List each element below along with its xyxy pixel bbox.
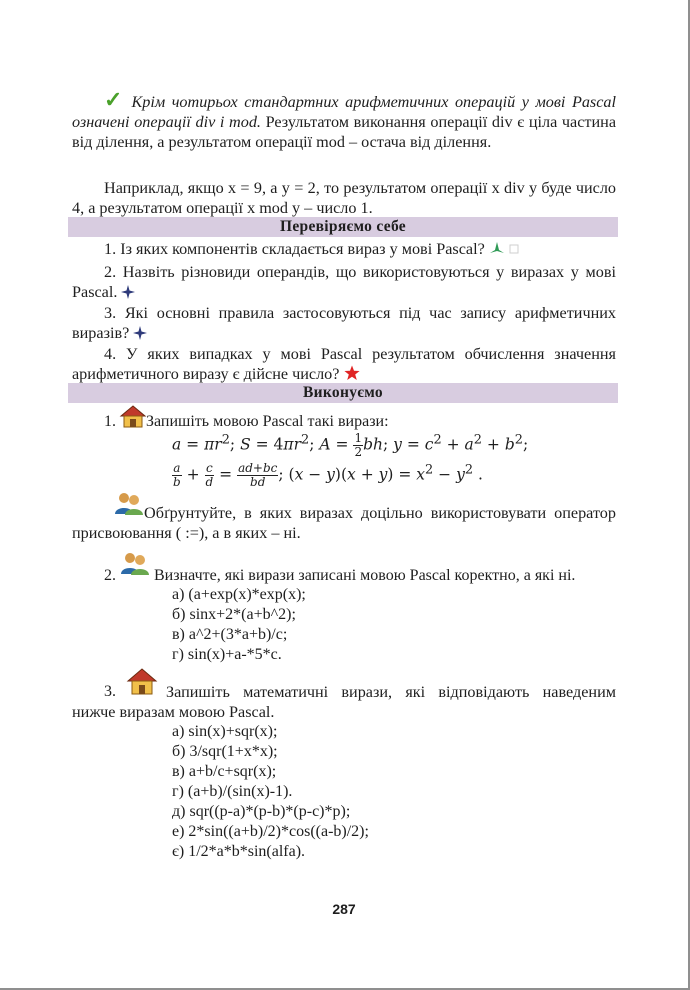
- level-1-icon: [489, 241, 505, 255]
- task1-number: 1.: [104, 413, 116, 430]
- task2-item: б) sinx+2*(a+b^2);: [172, 606, 296, 623]
- task3-number: 3.: [104, 683, 116, 700]
- intro-example: Наприклад, якщо x = 9, а y = 2, то результатом операції x div y буде число 4, а результатом операції x mod y – число 1.: [72, 179, 616, 217]
- task3-text: Запишіть математичні вирази, які відповідають наведеним нижче виразам мовою Pascal.: [72, 683, 616, 721]
- check-question-3: 3. Які основні правила застосовуються під час запису арифметичних виразів?: [72, 304, 616, 342]
- task1-text: Запишіть мовою Pascal такі вирази:: [146, 413, 389, 430]
- task2-number: 2.: [104, 567, 116, 584]
- task2-item: в) a^2+(3*a+b)/c;: [172, 626, 288, 643]
- task3-item: в) a+b/c+sqr(x);: [172, 763, 277, 780]
- task2-text: Визначте, які вирази записані мовою Pascal коректно, а які ні.: [154, 567, 576, 584]
- task3-item: є) 1/2*a*b*sin(alfa).: [172, 843, 306, 860]
- task1-formula-line-2: $\frac{a}{b}$ + $\frac{c}{d}$ = $\frac{ad+bc}{bd}$ ; $(x - y)(x + y) = x^2 - y^2$ .: [173, 461, 483, 489]
- check-question-1: 1. Із яких компонентів складається вираз у мові Pascal?: [72, 239, 616, 259]
- sparkle-icon: [121, 285, 135, 299]
- star-icon: [344, 365, 360, 381]
- page-number: 287: [332, 901, 356, 917]
- square-icon: [509, 243, 519, 255]
- checkmark-icon: ✓: [104, 87, 125, 112]
- check-question-2: 2. Назвіть різновиди операндів, що використовуються у виразах у мові Pascal.: [72, 263, 616, 301]
- people-icon: [120, 552, 150, 576]
- check-question-4: 4. У яких випадках у мові Pascal результатом обчислення значення арифметичного виразу є дійсне число?: [72, 345, 616, 383]
- task2-item: а) (a+exp(x)*exp(x);: [172, 586, 306, 603]
- task3-item: д) sqr((p-a)*(p-b)*(p-c)*p);: [172, 803, 351, 820]
- house-icon: [119, 404, 147, 428]
- section-title-do: Виконуємо: [68, 383, 618, 403]
- task3-item: б) 3/sqr(1+x*x);: [172, 743, 278, 760]
- sparkle-icon: [133, 326, 147, 340]
- intro-paragraph: [72, 87, 617, 152]
- intro-lead-rest: Результатом виконання операції div є ціла частина від ділення, а результатом операції mod – остача від ділення.: [72, 113, 617, 151]
- task1-discussion: Обґрунтуйте, в яких виразах доцільно використовувати оператор присвоювання ( :=), а в яких – ні.: [72, 504, 616, 542]
- task1-formula-line-1: $a = \pi r^2$; $S = 4\pi r^2$; A = $\frac{1}{2}$ bh; $y = c^2 + a^2 + b^2$;: [172, 431, 529, 459]
- task3-item: а) sin(x)+sqr(x);: [172, 723, 278, 740]
- task3-item: е) 2*sin((a+b)/2)*cos((a-b)/2);: [172, 823, 369, 840]
- task2-item: г) sin(x)+a-*5*c.: [172, 646, 282, 663]
- task3-item: г) (a+b)/(sin(x)-1).: [172, 783, 293, 800]
- section-title-check: Перевіряємо себе: [68, 217, 618, 237]
- intro-lead-italic: Крім чотирьох стандартних арифметичних операцій у мові Pascal означені операції div і mod.: [72, 93, 617, 131]
